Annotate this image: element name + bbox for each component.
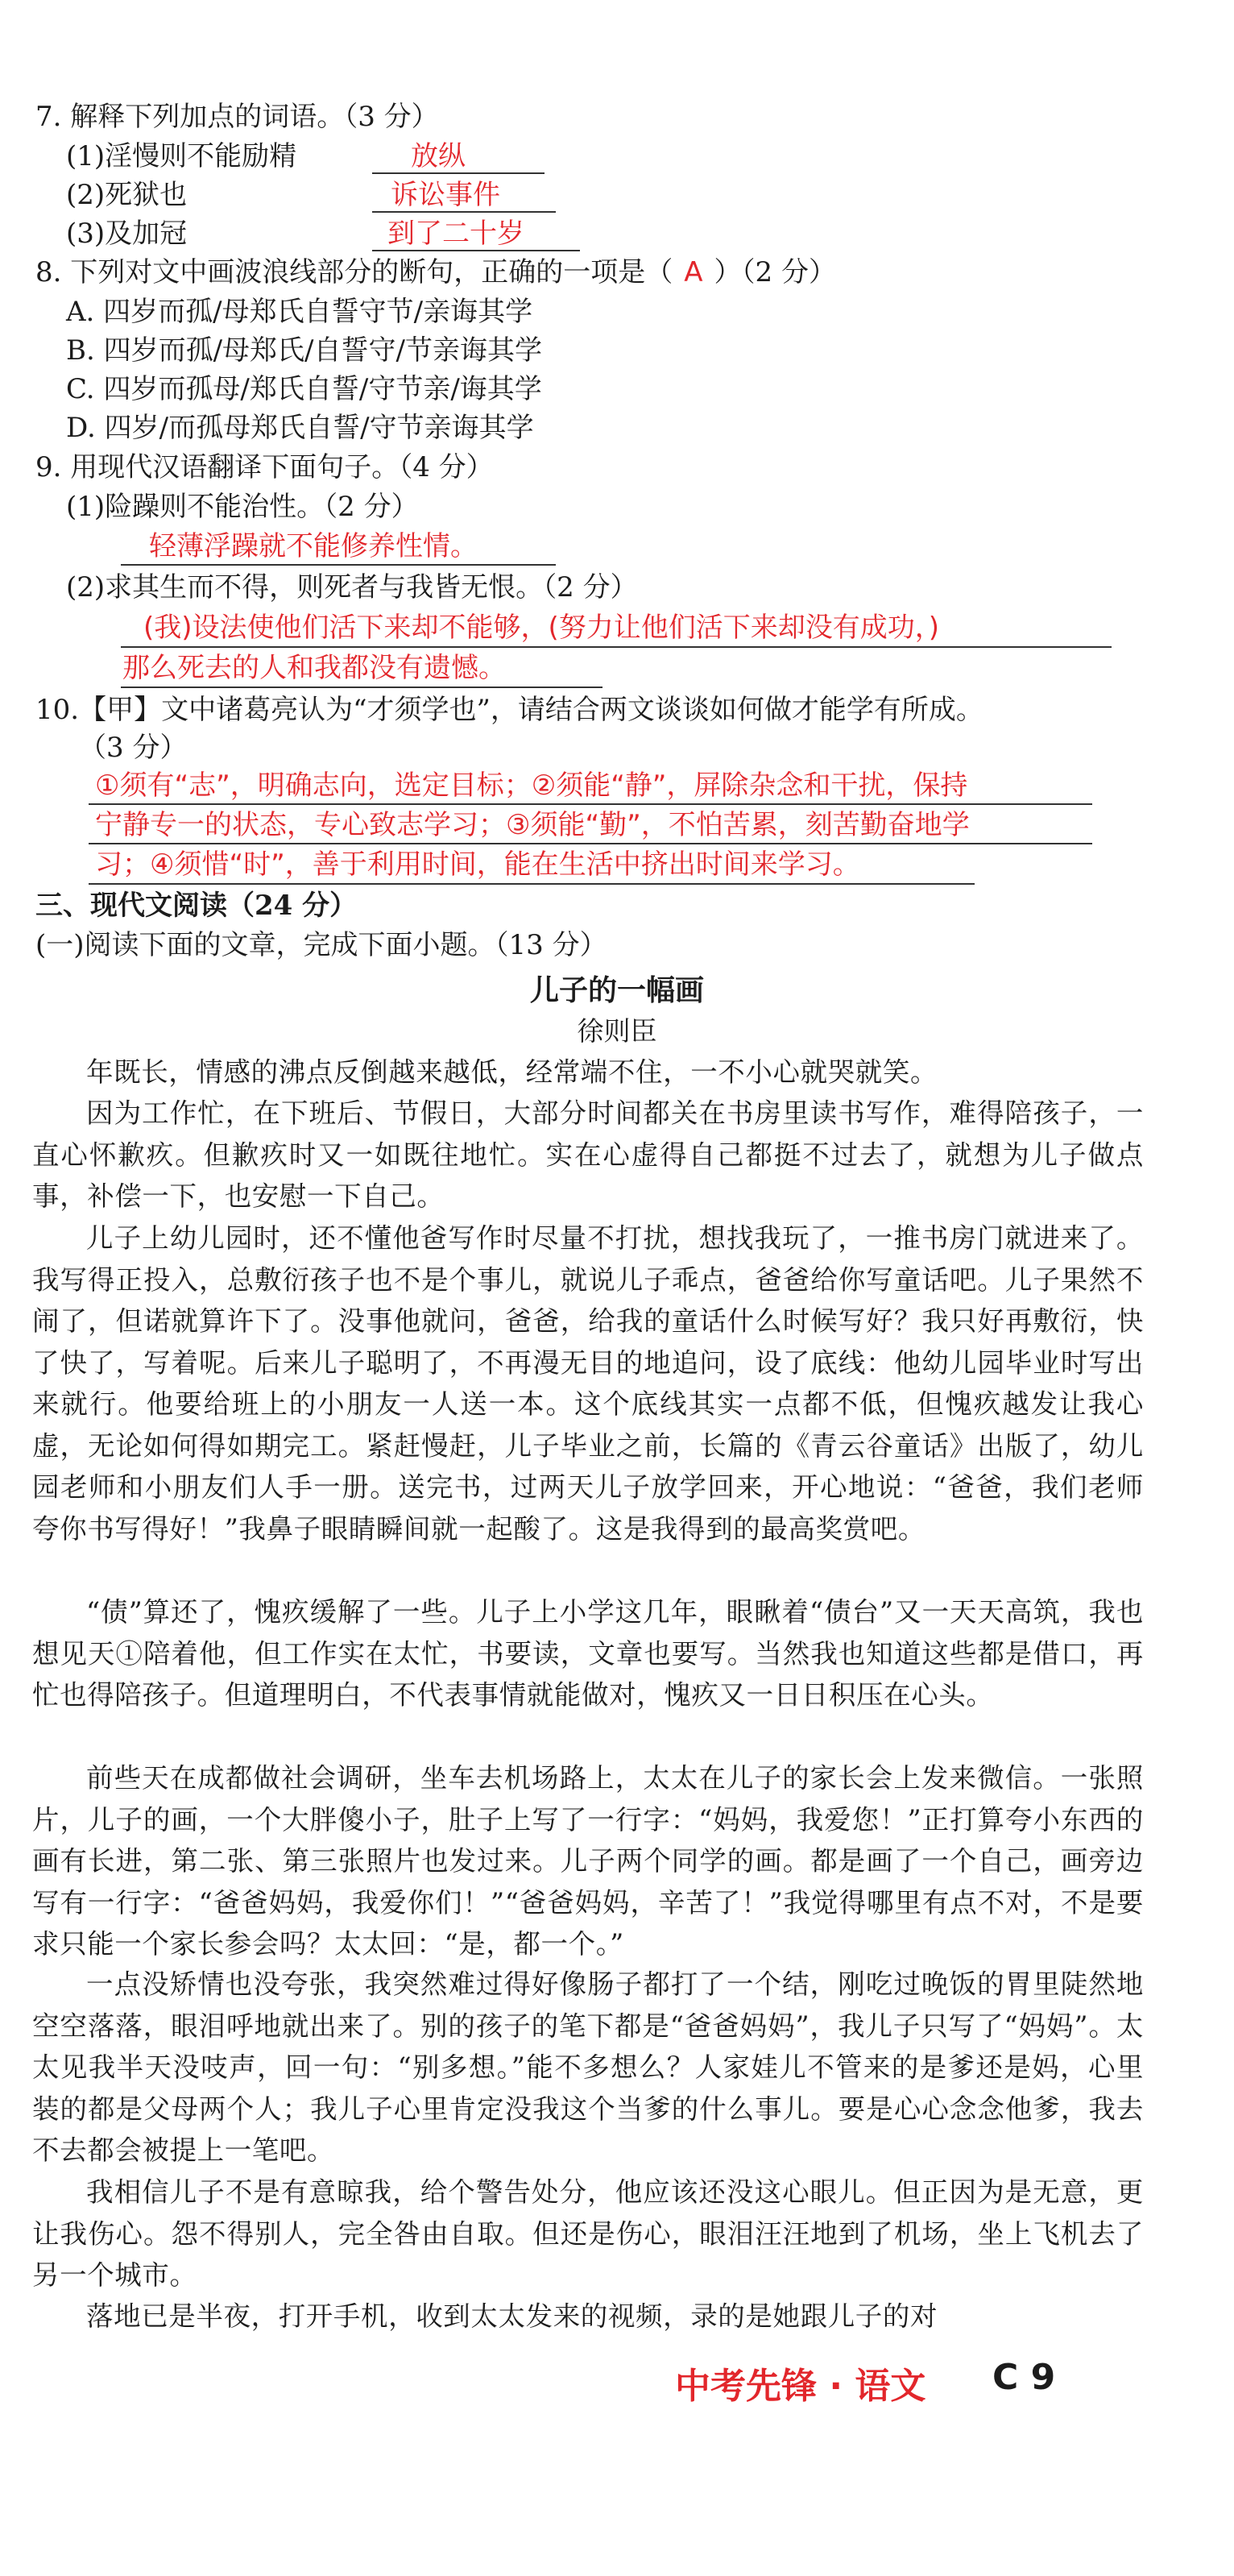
answer-underline [372, 250, 580, 251]
article-paragraph-4: “债”算还了，愧疚缓解了一些。儿子上小学这几年，眼瞅着“债台”又一天天高筑，我也想见天①陪着他，但工作实在太忙，书要读，文章也要写。当然我也知道这些都是借口，再忙也得陪孩子。但道理明白，不代表事情就能做对，愧疚又一日日积压在心头。 [32, 1596, 1144, 1711]
q7-item-1: (1)淫慢则不能励精 [66, 140, 297, 172]
q8-option-b: B. 四岁而孤/母郑氏/自誓守/节亲诲其学 [66, 334, 542, 367]
q9-answer-1: 轻薄浮躁就不能修养性情。 [149, 530, 478, 562]
q9-answer-2-line-2: 那么死去的人和我都没有遗憾。 [122, 652, 506, 684]
q8-answer: A [684, 256, 703, 288]
answer-underline [372, 172, 545, 174]
answer-underline [89, 883, 975, 885]
q9-sentence-1: (1)险躁则不能治性。（2 分） [66, 491, 419, 523]
article-paragraph-2: 因为工作忙，在下班后、节假日，大部分时间都关在书房里读书写作，难得陪孩子，一直心怀歉疚。但歉疚时又一如既往地忙。实在心虚得自己都挺不过去了，就想为儿子做点事，补偿一下，也安慰一下自己。 [32, 1097, 1144, 1212]
q7-answer-1: 放纵 [411, 140, 466, 172]
section-subheading: (一)阅读下面的文章，完成下面小题。（13 分） [35, 929, 607, 961]
q10-answer-line-1: ①须有“志”，明确志向，选定目标；②须能“静”，屏除杂念和干扰，保持 [95, 769, 968, 802]
answer-underline [372, 211, 556, 213]
q10-answer-line-3: 习；④须惜“时”，善于利用时间，能在生活中挤出时间来学习。 [95, 848, 860, 881]
article-paragraph-5: 前些天在成都做社会调研，坐车去机场路上，太太在儿子的家长会上发来微信。一张照片，儿子的画，一个大胖傻小子，肚子上写了一行字：“妈妈，我爱您！”正打算夸小东西的画有长进，第二张、第三张照片也发过来。儿子两个同学的画。都是画了一个自己，画旁边写有一行字：“爸爸妈妈，我爱你们！”“爸爸妈妈，辛苦了！”我觉得哪里有点不对，不是要求只能一个家长参会吗？太太回：“是，都一个。” [32, 1762, 1144, 1960]
section-heading: 三、现代文阅读（24 分） [35, 890, 358, 922]
article-paragraph-8: 落地已是半夜，打开手机，收到太太发来的视频，录的是她跟儿子的对 [86, 2300, 938, 2332]
article-title: 儿子的一幅画 [529, 974, 704, 1007]
q7-stem: 7. 解释下列加点的词语。（3 分） [35, 101, 439, 133]
answer-underline [89, 803, 1092, 805]
q9-sentence-2: (2)求其生而不得，则死者与我皆无恨。（2 分） [66, 571, 638, 604]
q8-stem [35, 254, 836, 291]
answer-underline [89, 843, 1092, 844]
page-number: C 9 [992, 2357, 1056, 2398]
q7-item-3: (3)及加冠 [66, 218, 188, 250]
answer-underline [121, 687, 603, 688]
q9-answer-2-line-1: (我)设法使他们活下来却不能够，(努力让他们活下来却没有成功，) [143, 612, 940, 644]
answer-underline [121, 564, 556, 566]
article-paragraph-1: 年既长，情感的沸点反倒越来越低，经常端不住，一不小心就哭就笑。 [86, 1056, 938, 1088]
q8-option-d: D. 四岁/而孤母郑氏自誓/守节亲诲其学 [66, 412, 534, 444]
q8-stem-post: ）（2 分） [714, 256, 836, 288]
answer-underline [121, 646, 1112, 648]
q8-option-a: A. 四岁而孤/母郑氏自誓守节/亲诲其学 [66, 296, 533, 328]
q10-answer-line-2: 宁静专一的状态，专心致志学习；③须能“勤”，不怕苦累，刻苦勤奋地学 [95, 809, 970, 841]
article-paragraph-3: 儿子上幼儿园时，还不懂他爸写作时尽量不打扰，想找我玩了，一推书房门就进来了。我写得正投入，总敷衍孩子也不是个事儿，就说儿子乖点，爸爸给你写童话吧。儿子果然不闹了，但诺就算许下了。没事他就问，爸爸，给我的童话什么时候写好？我只好再敷衍，快了快了，写着呢。后来儿子聪明了，不再漫无目的地追问，设了底线：他幼儿园毕业时写出来就行。他要给班上的小朋友一人送一本。这个底线其实一点都不低，但愧疚越发让我心虚，无论如何得如期完工。紧赶慢赶，儿子毕业之前，长篇的《青云谷童话》出版了，幼儿园老师和小朋友们人手一册。送完书，过两天儿子放学回来，开心地说：“爸爸，我们老师夸你书写得好！”我鼻子眼睛瞬间就一起酸了。这是我得到的最高奖赏吧。 [32, 1222, 1144, 1545]
q10-stem: 10.【甲】文中诸葛亮认为“才须学也”，请结合两文谈谈如何做才能学有所成。 [35, 694, 983, 726]
q7-item-2: (2)死狱也 [66, 179, 188, 211]
q8-option-c: C. 四岁而孤母/郑氏自誓/守节亲/诲其学 [66, 373, 542, 405]
article-paragraph-7: 我相信儿子不是有意晾我，给个警告处分，他应该还没这心眼儿。但正因为是无意，更让我伤心。怨不得别人，完全咎由自取。但还是伤心，眼泪汪汪地到了机场，坐上飞机去了另一个城市。 [32, 2176, 1144, 2291]
q7-answer-3: 到了二十岁 [387, 218, 524, 250]
q10-score: （3 分） [79, 732, 188, 764]
footer-brand: 中考先锋 · 语文 [675, 2366, 926, 2407]
article-paragraph-6: 一点没矫情也没夸张，我突然难过得好像肠子都打了一个结，刚吃过晚饭的胃里陡然地空空落落，眼泪呼地就出来了。别的孩子的笔下都是“爸爸妈妈”，我儿子只写了“妈妈”。太太见我半天没吱声，回一句：“别多想。”能不多想么？人家娃儿不管来的是爹还是妈，心里装的都是父母两个人；我儿子心里肯定没我这个当爹的什么事儿。要是心心念念他爹，我去不去都会被提上一笔吧。 [32, 1968, 1144, 2166]
q9-stem: 9. 用现代汉语翻译下面句子。（4 分） [35, 451, 494, 483]
article-author: 徐则臣 [577, 1015, 657, 1047]
q8-stem-pre: 8. 下列对文中画波浪线部分的断句，正确的一项是（ [35, 256, 673, 288]
q7-answer-2: 诉讼事件 [391, 179, 500, 211]
